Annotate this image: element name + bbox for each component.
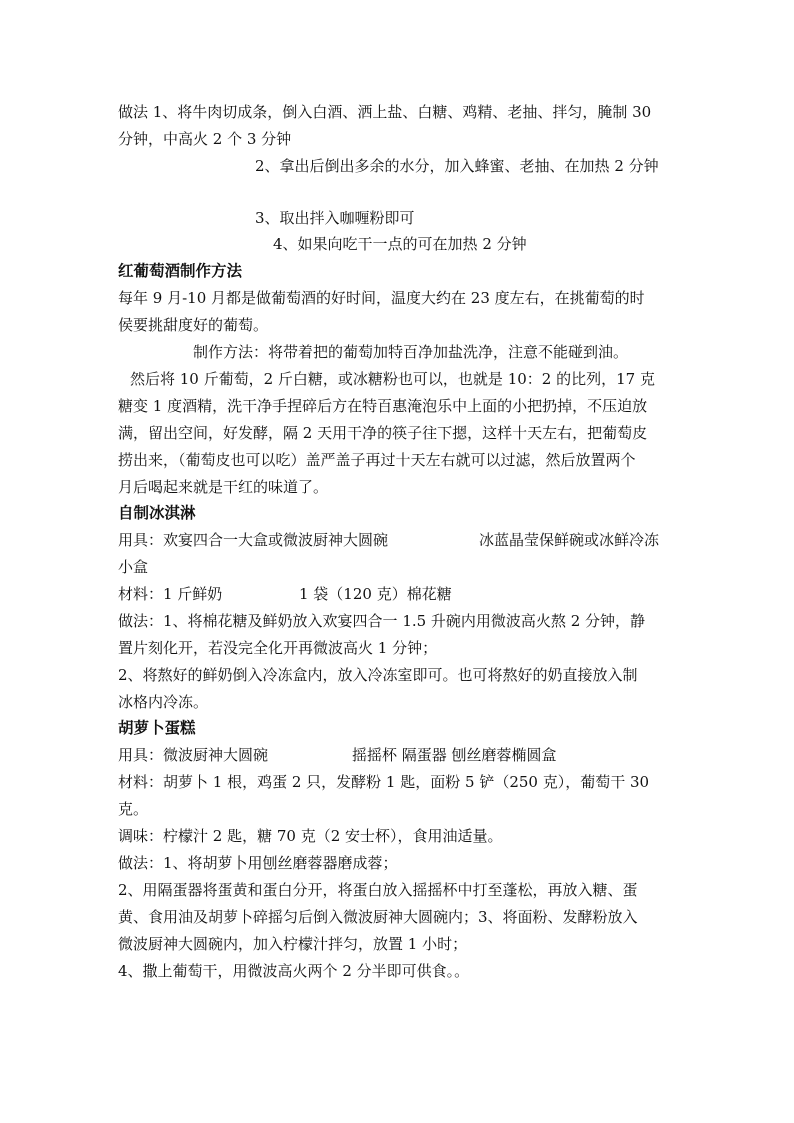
wine-method-line: 捞出来，（葡萄皮也可以吃）盖严盖子再过十天左右就可以过滤，然后放置两个 (118, 451, 636, 469)
wine-method-line: 制作方法：将带着把的葡萄加特百净加盐洗净，注意不能碰到油。 (193, 343, 629, 361)
carrot-cake-materials-cont: 克。 (118, 800, 149, 818)
icecream-method-line: 置片刻化开，若没完全化开再微波高火 1 分钟； (118, 639, 438, 657)
beef-step-3: 3、取出拌入咖喱粉即可 (255, 209, 415, 227)
carrot-cake-tools: 用具：微波厨神大圆碗 (118, 746, 269, 764)
icecream-tools-label-alt: 冰蓝晶莹保鲜碗或冰鲜冷冻 (479, 531, 660, 549)
carrot-cake-method-line: 做法：1、将胡萝卜用刨丝磨蓉器磨成蓉； (118, 854, 398, 872)
carrot-cake-tools-alt: 摇摇杯 隔蛋器 刨丝磨蓉椭圆盒 (352, 746, 557, 764)
carrot-cake-method-line: 4、撒上葡萄干，用微波高火两个 2 分半即可供食。。 (118, 962, 470, 980)
icecream-materials: 材料：1 斤鲜奶 (118, 585, 223, 603)
carrot-cake-method-line: 微波厨神大圆碗内，加入柠檬汁拌匀，放置 1 小时； (118, 935, 468, 953)
wine-method-line: 月后喝起来就是干红的味道了。 (118, 478, 329, 496)
beef-step-1-line-2: 分钟，中高火 2 个 3 分钟 (118, 130, 292, 148)
icecream-method-line: 2、将熬好的鲜奶倒入冷冻盒内，放入冷冻室即可。也可将熬好的奶直接放入制 (118, 666, 638, 684)
beef-step-1-line-1: 做法 1、将牛肉切成条，倒入白酒、洒上盐、白糖、鸡精、老抽、拌匀，腌制 30 (118, 103, 652, 121)
wine-method-line: 然后将 10 斤葡萄，2 斤白糖，或冰糖粉也可以，也就是 10：2 的比列，17 克 (130, 370, 655, 388)
carrot-cake-method-line: 黄、食用油及胡萝卜碎摇匀后倒入微波厨神大圆碗内；3、将面粉、发酵粉放入 (118, 908, 638, 926)
carrot-cake-method-line: 2、用隔蛋器将蛋黄和蛋白分开，将蛋白放入摇摇杯中打至蓬松，再放入糖、蛋 (118, 881, 638, 899)
wine-section-title: 红葡萄酒制作方法 (118, 262, 243, 280)
beef-step-4: 4、如果向吃干一点的可在加热 2 分钟 (273, 235, 527, 253)
icecream-materials-alt: 1 袋（120 克）棉花糖 (299, 585, 452, 603)
wine-method-line: 糖变 1 度酒精，洗干净手捏碎后方在特百惠淹泡乐中上面的小把扔掉，不压迫放 (118, 397, 648, 415)
icecream-section-title: 自制冰淇淋 (118, 504, 196, 522)
icecream-method-line: 冰格内冷冻。 (118, 693, 209, 711)
icecream-method-line: 做法：1、将棉花糖及鲜奶放入欢宴四合一 1.5 升碗内用微波高火熬 2 分钟，静 (118, 612, 646, 630)
wine-paragraph-line: 每年 9 月-10 月都是做葡萄酒的好时间，温度大约在 23 度左右，在挑葡萄的时 (118, 289, 645, 307)
beef-step-2: 2、拿出后倒出多余的水分，加入蜂蜜、老抽、在加热 2 分钟 (255, 157, 659, 175)
icecream-tools-label-cont: 小盒 (118, 558, 149, 576)
carrot-cake-seasoning: 调味：柠檬汁 2 匙，糖 70 克（2 安士杯），食用油适量。 (118, 827, 503, 845)
carrot-cake-section-title: 胡萝卜蛋糕 (118, 719, 196, 737)
wine-method-line: 满，留出空间，好发酵，隔 2 天用干净的筷子往下摁，这样十天左右，把葡萄皮 (118, 424, 648, 442)
carrot-cake-materials: 材料：胡萝卜 1 根，鸡蛋 2 只，发酵粉 1 匙，面粉 5 铲（250 克），葡萄干 30 (118, 773, 650, 791)
icecream-tools-label: 用具：欢宴四合一大盒或微波厨神大圆碗 (118, 531, 389, 549)
wine-paragraph-line: 侯要挑甜度好的葡萄。 (118, 316, 269, 334)
